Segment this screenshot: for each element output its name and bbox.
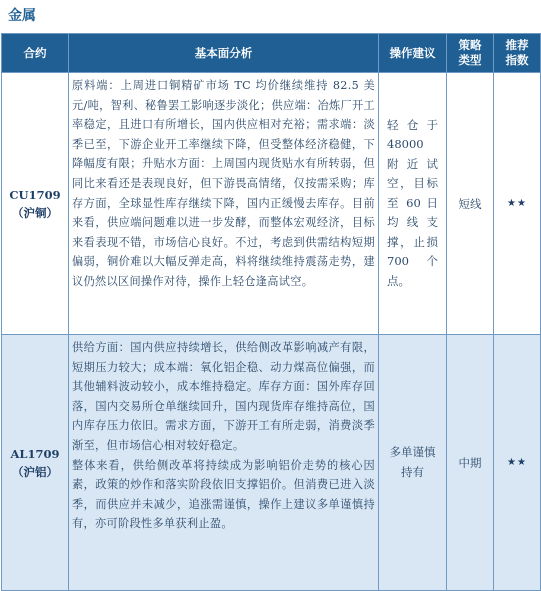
section-title: 金属 <box>8 8 36 24</box>
analysis-cell: 供给方面：国内供应持续增长，供给侧改革影响减产有限，短期压力较大；成本端：氧化铝企稳、动力煤高位偏强，而其他辅料波动较小，成本维持稳定。库存方面：国外库存回落，国内交易所仓单继续回升，国内现货库存维持高位，国内库存压力依旧。需求方面，下游开工有所走弱，消费淡季渐至，但市场信心相对较好稳定。 整体来看，供给侧改革将持续成为影响铝价走势的核心因素，政策的炒作和落实阶段依旧支撑铝价。但消费已进入淡季，而供应并未减少，追涨需谨慎，操作上建议多单谨慎持有，亦可阶段性多单获利止盈。 <box>69 335 379 591</box>
header-analysis: 基本面分析 <box>69 34 379 73</box>
header-rating: 推荐指数 <box>494 34 541 73</box>
metals-strategy-table <box>1 33 540 591</box>
advice-cell: 轻仓于 48000 附近试空，目标至 60 日均线支撑，止损 700 个点。 <box>379 73 447 335</box>
header-advice: 操作建议 <box>379 34 447 73</box>
table-row <box>2 335 541 591</box>
contract-cell <box>2 73 69 335</box>
advice-cell: 多单谨慎持有 <box>379 335 447 591</box>
table-header-row <box>2 34 541 73</box>
contract-name: （沪铜） <box>12 205 58 220</box>
rating-stars: ★★ <box>494 335 541 591</box>
rating-stars: ★★ <box>494 73 541 335</box>
header-strategy: 策略类型 <box>447 34 494 73</box>
analysis-cell: 原料端：上周进口铜精矿市场 TC 均价继续维持 82.5 美元/吨，智利、秘鲁罢工影响逐步淡化；供应端：冶炼厂开工率稳定，且进口有所增长，国内供应相对充裕；需求端：淡季已至，下游企业开工率继续下降，但受整体经济稳健，下降幅度有限；升贴水方面：上周国内现货贴水有所转弱，但同比来看还是表现良好，但下游畏高情绪，仅按需采购；库存方面，全球显性库存继续下降，国内正缓慢去库存。目前来看，供应端问题难以进一步发酵，而整体宏观经济，目标来看表现不错，市场信心良好。不过，考虑到供需结构短期偏弱，铜价难以大幅反弹走高，料将继续维持震荡走势，建议仍然以区间操作对待，操作上轻仓逢高试空。 <box>69 73 379 335</box>
contract-name: （沪铝） <box>12 464 58 479</box>
contract-cell <box>2 335 69 591</box>
strategy-cell: 短线 <box>447 73 494 335</box>
strategy-cell: 中期 <box>447 335 494 591</box>
contract-code: AL1709 <box>10 446 60 461</box>
header-contract: 合约 <box>2 34 69 73</box>
table-row <box>2 73 541 335</box>
contract-code: CU1709 <box>9 187 61 202</box>
